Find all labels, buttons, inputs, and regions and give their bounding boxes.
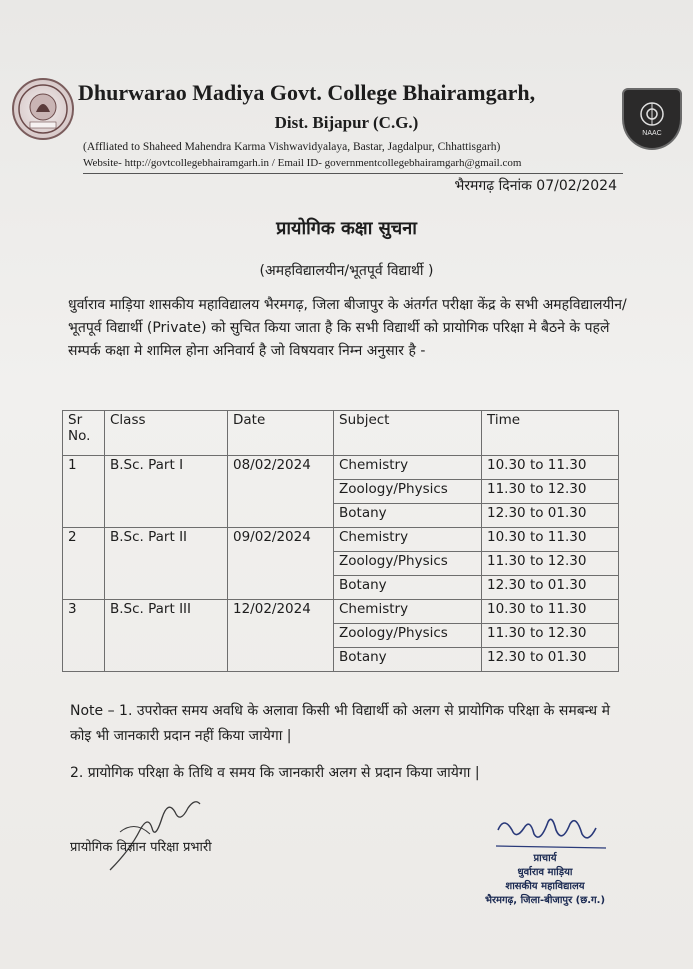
header-class: Class	[105, 411, 228, 456]
table-row	[63, 600, 619, 624]
header-date: Date	[228, 411, 334, 456]
notice-subtitle: (अमहविद्यालयीन/भूतपूर्व विद्यार्थी )	[259, 263, 434, 279]
subject-cell: Chemistry	[334, 528, 482, 552]
practical-incharge-label: प्रायोगिक विज्ञान परिक्षा प्रभारी	[70, 840, 212, 855]
subject-cell: Zoology/Physics	[334, 552, 482, 576]
naac-seal-label: NAAC	[642, 130, 662, 137]
date-cell: 12/02/2024	[228, 600, 334, 672]
table-row	[63, 528, 619, 552]
left-signature-icon	[100, 790, 210, 880]
note-one: Note – 1. उपरोक्त समय अवधि के अलावा किसी भी विद्यार्थी को अलग से प्रायोगिक परिक्षा के समबन्ध मे कोइ भी जानकारी प्रदान नहीं किया जायेगा |	[70, 703, 610, 744]
district-name: Dist. Bijapur (C.G.)	[274, 113, 419, 132]
contact-line: Website- http://govtcollegebhairamgarh.in / Email ID- governmentcollegebhairamgarh@gmail.com	[83, 157, 522, 169]
affiliation-line: (Affliated to Shaheed Mahendra Karma Vishwavidyalaya, Bastar, Jagdalpur, Chhattisgarh)	[83, 141, 501, 153]
date-cell: 08/02/2024	[228, 456, 334, 528]
header-divider	[83, 173, 623, 174]
time-cell: 11.30 to 12.30	[482, 552, 619, 576]
subject-cell: Botany	[334, 576, 482, 600]
header-time: Time	[482, 411, 619, 456]
time-cell: 10.30 to 11.30	[482, 456, 619, 480]
time-cell: 11.30 to 12.30	[482, 480, 619, 504]
subject-cell: Botany	[334, 504, 482, 528]
stamp-line: शासकीय महाविद्यालय	[505, 881, 585, 892]
college-name: Dhurwarao Madiya Govt. College Bhairamgarh,	[78, 80, 536, 105]
time-cell: 12.30 to 01.30	[482, 576, 619, 600]
stamp-line: भैरमगढ़, जिला-बीजापुर (छ.ग.)	[484, 895, 606, 906]
subject-cell: Chemistry	[334, 600, 482, 624]
sr-cell: 1	[63, 456, 105, 528]
subject-cell: Zoology/Physics	[334, 624, 482, 648]
note-two: 2. प्रायोगिक परिक्षा के तिथि व समय कि जानकारी अलग से प्रदान किया जायेगा |	[70, 765, 480, 781]
practical-schedule-table	[62, 410, 619, 672]
time-cell: 12.30 to 01.30	[482, 648, 619, 672]
table-header-row	[63, 411, 619, 456]
principal-signature-icon	[490, 810, 610, 855]
notice-body: धुर्वाराव माड़िया शासकीय महाविद्यालय भैरमगढ़, जिला बीजापुर के अंतर्गत परीक्षा केंद्र के सभी अमहविद्यालयीन/भूतपूर्व विद्यार्थी (Private) को सुचित किया जाता है कि सभी विद्यार्थी को प्रायोगिक परिक्षा मे बैठने के पहले सम्पर्क कक्षा मे शामिल होना अनिवार्य है जो विषयवार निम्न अनुसार है -	[68, 297, 627, 359]
header-sr-no: Sr No.	[63, 411, 105, 456]
stamp-line: धुर्वाराव माड़िया	[517, 867, 573, 878]
principal-stamp	[480, 852, 610, 908]
time-cell: 12.30 to 01.30	[482, 504, 619, 528]
time-cell: 10.30 to 11.30	[482, 600, 619, 624]
subject-cell: Botany	[334, 648, 482, 672]
sr-cell: 3	[63, 600, 105, 672]
header-subject: Subject	[334, 411, 482, 456]
table-row	[63, 456, 619, 480]
date-cell: 09/02/2024	[228, 528, 334, 600]
notice-title: प्रायोगिक कक्षा सुचना	[276, 218, 417, 239]
sr-cell: 2	[63, 528, 105, 600]
subject-cell: Chemistry	[334, 456, 482, 480]
subject-cell: Zoology/Physics	[334, 480, 482, 504]
class-cell: B.Sc. Part I	[105, 456, 228, 528]
time-cell: 11.30 to 12.30	[482, 624, 619, 648]
class-cell: B.Sc. Part III	[105, 600, 228, 672]
time-cell: 10.30 to 11.30	[482, 528, 619, 552]
class-cell: B.Sc. Part II	[105, 528, 228, 600]
stamp-line: प्राचार्य	[533, 853, 557, 864]
notice-date: भैरमगढ़ दिनांक 07/02/2024	[454, 178, 617, 194]
